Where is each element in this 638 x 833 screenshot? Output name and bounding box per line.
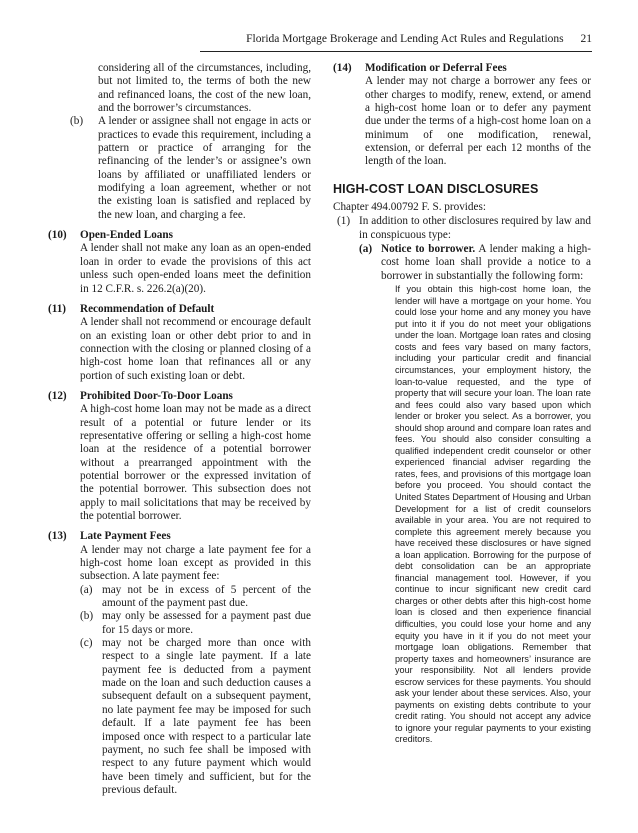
section-12-heading — [48, 390, 311, 403]
section-10-number: (10) — [48, 229, 67, 242]
clause-b — [48, 115, 311, 222]
section-10-heading — [48, 229, 311, 242]
section-12-title: Prohibited Door-To-Door Loans — [80, 389, 233, 402]
section-10-title: Open-Ended Loans — [80, 229, 173, 242]
item-a-number: (a) — [359, 243, 373, 256]
section-heading-disclosures: HIGH-COST LOAN DISCLOSURES — [333, 181, 539, 196]
section-13-item-c — [48, 637, 311, 797]
section-11-heading — [48, 303, 311, 316]
section-13-item-b — [48, 610, 311, 637]
section-14-heading — [333, 62, 591, 75]
section-13-item-b-number: (b) — [80, 610, 94, 623]
clause-b-text: A lender or assignee shall not engage in acts or practices to evade this requirement, including a pattern or practice of arranging for the refinancing of the lender’s or assignee’s own loans by affiliated or unaffiliated lenders or modifying a loan agreement, whether or not the existing loan is satisfied and replaced by the new loan, and charging a fee. — [98, 115, 311, 221]
item-1-text: In addition to other disclosures required by law and in conspicuous type: — [359, 215, 591, 241]
section-11-number: (11) — [48, 302, 67, 315]
clause-b-number: (b) — [70, 115, 84, 128]
right-column — [333, 62, 591, 746]
section-13-body: A lender may not charge a late payment fee for a high-cost home loan except as provided in this subsection. A late payment fee: — [80, 543, 311, 583]
section-12-number: (12) — [48, 389, 67, 402]
section-14-title: Modification or Deferral Fees — [365, 62, 507, 74]
chapter-reference: Chapter 494.00792 F. S. provides: — [333, 201, 486, 214]
header-title: Florida Mortgage Brokerage and Lending Act Rules and Regulations — [246, 33, 564, 45]
section-11-title: Recommendation of Default — [80, 302, 215, 315]
section-14-body: A lender may not charge a borrower any fees or other charges to modify, renew, extend, or amend a high-cost home loan or to defer any payment due under the terms of a high-cost home loan on a minimum of one modification, renewal, extension, or deferral per each 12 months of the length of the loan. — [365, 75, 591, 168]
left-column — [48, 62, 311, 797]
section-14-number: (14) — [333, 62, 352, 74]
section-13-number: (13) — [48, 530, 67, 543]
section-10-body: A lender shall not make any loan as an open-ended loan in order to evade the provisions of this act unless such open-ended loans meet the definition in 12 C.F.R. s. 226.2(a)(20). — [80, 242, 311, 295]
item-1-number: (1) — [337, 215, 351, 228]
section-12-body: A high-cost home loan may not be made as a direct result of a potential or future lender or its representative offering or selling a high-cost home loan at the residence of a potential borrower without a prearranged appointment with the potential borrower or the expressed invitation of the potential borrower. This subsection does not apply to mail solicitations that may be received by the potential borrower. — [80, 403, 311, 522]
section-13-item-c-number: (c) — [80, 637, 93, 650]
section-13-title: Late Payment Fees — [80, 530, 171, 543]
running-header — [200, 33, 592, 52]
item-a-text — [381, 243, 591, 283]
item-a-body: A lender making a high-cost home loan shall provide a notice to a borrower in substantially the following form: — [381, 243, 591, 282]
item-a — [333, 243, 591, 283]
section-13-item-a-text: may not be in excess of 5 percent of the amount of the payment past due. — [102, 583, 311, 610]
section-11-body: A lender shall not recommend or encourage default on an existing loan or other debt prior to and in connection with the closing or planned closing of a high-cost home loan that refinances all or any portion of such existing loan or debt. — [80, 316, 311, 382]
page-number: 21 — [580, 33, 592, 45]
item-a-heading: Notice to borrower. — [381, 243, 476, 256]
section-13-item-a — [48, 584, 311, 611]
continuation-paragraph: considering all of the circumstances, including, but not limited to, the terms of both the new and refinanced loans, the cost of the new loan, and the borrower’s circumstances. — [98, 62, 311, 115]
item-1 — [333, 215, 591, 242]
section-13-heading — [48, 530, 311, 543]
section-13-item-a-number: (a) — [80, 583, 93, 596]
section-13-item-c-text: may not be charged more than once with respect to a single late payment. If a late payment fee is deducted from a payment made on the loan and such deduction causes a subsequent default on a subsequent payment, no late payment fee may be imposed for such default. If a late payment fee has been imposed once with respect to a particular late payment, no such fee shall be imposed with respect to any future payment which would have been timely and sufficient, but for the previous default. — [102, 637, 311, 796]
borrower-notice: If you obtain this high-cost home loan, the lender will have a mortgage on your home. You could lose your home and any money you have put into it if you do not meet your obligations under the loan. Mortgage loan rates and closing costs and fees vary based on many factors, including your particular credit and financial circumstances, your employment history, the loan-to-value requested, and the type of property that will secure your loan. The loan rate and fees could also vary based upon which lender or broker you select. As a borrower, you should shop around and compare loan rates and fees. You should also consider consulting a qualified independent credit counselor or other experienced financial adviser regarding the rates, fees, and provisions of this mortgage loan before you proceed. You should contact the United States Department of Housing and Urban Development for a list of credit counselors available in your area. You are not required to complete this agreement merely because you have received these disclosures or have signed a loan application. Borrowing for the purpose of debt consolidation can be an appropriate financial management tool. However, if you continue to incur significant new credit card charges or other debts after this high-cost home loan is closed and then experience financial difficulties, you could lose your home and any equity you have in it if you do not meet your mortgage loan obligations. Remember that property taxes and homeowners’ insurance are your responsibility. Not all lenders provide escrow services for these payments. You should ask your lender about these services. Also, your payments on existing debts contribute to your credit rating. You should not accept any advice to ignore your regular payments to your existing creditors. — [395, 284, 591, 745]
section-13-item-b-text: may only be assessed for a payment past due for 15 days or more. — [102, 610, 311, 636]
